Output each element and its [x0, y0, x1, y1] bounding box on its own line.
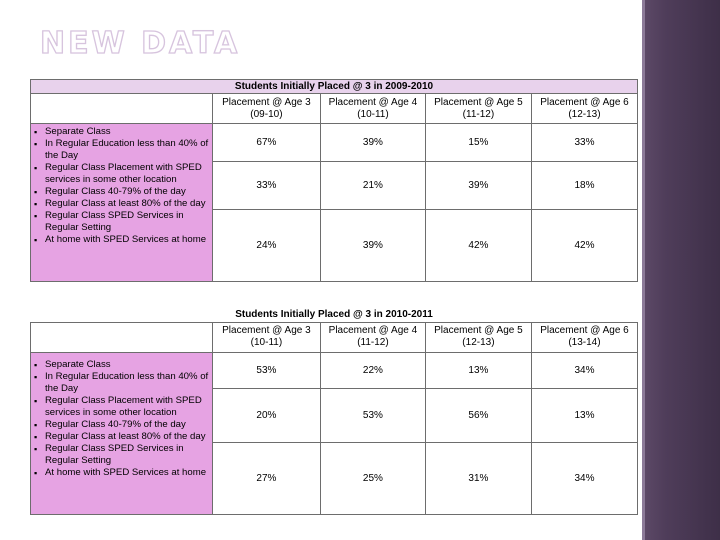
decorative-side-bar [642, 0, 720, 540]
value-cell: 53% [212, 352, 320, 388]
value-cell: 39% [425, 162, 531, 210]
table-row [31, 124, 638, 162]
table-heading-row [31, 80, 638, 94]
placement-table-2010-2011 [30, 308, 638, 515]
column-header: Placement @ Age 6 (12-13) [531, 94, 637, 124]
table-heading-row [31, 308, 638, 322]
category-cell [31, 352, 213, 514]
value-cell: 53% [320, 388, 425, 442]
list-item: ▪ In Regular Education less than 40% of the Day [34, 138, 212, 162]
value-cell: 27% [212, 442, 320, 514]
list-item: ▪ Regular Class at least 80% of the day [34, 198, 212, 210]
list-item: ▪ Regular Class at least 80% of the day [34, 431, 212, 443]
value-cell: 42% [531, 210, 637, 282]
list-item: ▪ At home with SPED Services at home [34, 467, 212, 479]
value-cell: 20% [212, 388, 320, 442]
placement-table-2009-2010 [30, 79, 638, 282]
table-heading: Students Initially Placed @ 3 in 2009-2010 [31, 80, 638, 94]
list-item: ▪ Regular Class Placement with SPED services in some other location [34, 162, 212, 186]
value-cell: 21% [320, 162, 425, 210]
list-item: ▪ In Regular Education less than 40% of the Day [34, 371, 212, 395]
value-cell: 13% [425, 352, 531, 388]
value-cell: 42% [425, 210, 531, 282]
value-cell: 18% [531, 162, 637, 210]
table-heading: Students Initially Placed @ 3 in 2010-2011 [31, 308, 638, 322]
list-item: ▪ Separate Class [34, 359, 212, 371]
column-header: Placement @ Age 4 (11-12) [320, 322, 425, 352]
column-header-row [31, 322, 638, 352]
column-header: Placement @ Age 5 (12-13) [425, 322, 531, 352]
column-header: Placement @ Age 4 (10-11) [320, 94, 425, 124]
list-item: ▪ At home with SPED Services at home [34, 234, 212, 246]
value-cell: 22% [320, 352, 425, 388]
value-cell: 25% [320, 442, 425, 514]
value-cell: 15% [425, 124, 531, 162]
column-header: Placement @ Age 3 (09-10) [212, 94, 320, 124]
corner-cell [31, 322, 213, 352]
list-item: ▪ Regular Class SPED Services in Regular Setting [34, 210, 212, 234]
value-cell: 33% [531, 124, 637, 162]
value-cell: 33% [212, 162, 320, 210]
value-cell: 24% [212, 210, 320, 282]
value-cell: 13% [531, 388, 637, 442]
column-header: Placement @ Age 5 (11-12) [425, 94, 531, 124]
value-cell: 31% [425, 442, 531, 514]
value-cell: 67% [212, 124, 320, 162]
corner-cell [31, 94, 213, 124]
table-row [31, 352, 638, 388]
column-header: Placement @ Age 6 (13-14) [531, 322, 637, 352]
category-list [31, 124, 212, 246]
page-title: NEW DATA [40, 26, 241, 61]
column-header: Placement @ Age 3 (10-11) [212, 322, 320, 352]
category-cell [31, 124, 213, 282]
value-cell: 34% [531, 442, 637, 514]
column-header-row [31, 94, 638, 124]
value-cell: 34% [531, 352, 637, 388]
side-bar-edge [642, 0, 645, 540]
list-item: ▪ Separate Class [34, 126, 212, 138]
list-item: ▪ Regular Class 40-79% of the day [34, 186, 212, 198]
value-cell: 39% [320, 124, 425, 162]
category-list [31, 353, 212, 479]
list-item: ▪ Regular Class SPED Services in Regular Setting [34, 443, 212, 467]
list-item: ▪ Regular Class Placement with SPED services in some other location [34, 395, 212, 419]
value-cell: 39% [320, 210, 425, 282]
value-cell: 56% [425, 388, 531, 442]
list-item: ▪ Regular Class 40-79% of the day [34, 419, 212, 431]
